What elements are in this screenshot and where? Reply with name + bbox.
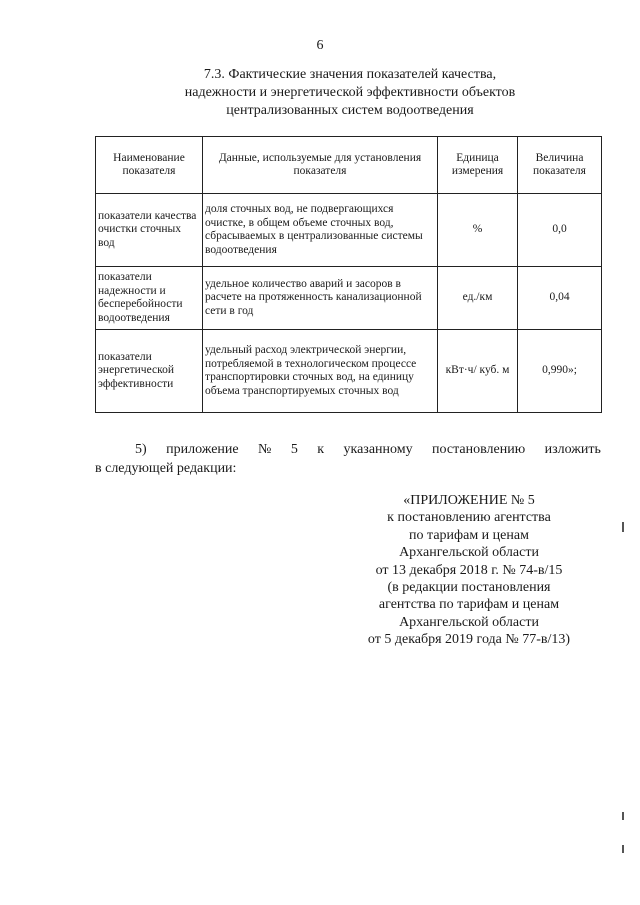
section-title-line: надежности и энергетической эффективности объектов: [184, 85, 516, 100]
table-header-row: [96, 137, 602, 194]
section-title-line: 7.3. Фактические значения показателей качества,: [203, 67, 497, 82]
cell-source-data: удельное количество аварий и засоров в расчете на протяженность канализационной сети в год: [203, 267, 438, 330]
appendix-line: Архангельской области: [399, 614, 539, 630]
cell-indicator-name: показатели энергетической эффективности: [96, 330, 203, 413]
appendix-line: агентства по тарифам и ценам: [378, 597, 560, 613]
header-indicator-name: Наименование показателя: [96, 137, 203, 194]
cell-value: 0,990»;: [518, 330, 602, 413]
header-value: Величина показателя: [518, 137, 602, 194]
appendix-line: «ПРИЛОЖЕНИЕ № 5: [403, 493, 535, 508]
cell-source-data: удельный расход электрической энергии, потребляемой в технологическом процессе транспортировки сточных вод, на единицу объема транспортируемых сточных вод: [203, 330, 438, 413]
header-unit: Единица измерения: [438, 137, 518, 194]
paragraph-word: приложение: [166, 442, 239, 457]
appendix-line: (в редакции постановления: [387, 580, 551, 596]
section-title: [120, 66, 580, 120]
cell-unit: %: [438, 194, 518, 267]
scan-edge-mark: [622, 845, 624, 853]
cell-value: 0,0: [518, 194, 602, 267]
cell-unit: кВт·ч/ куб. м: [438, 330, 518, 413]
indicators-table: [95, 136, 602, 413]
paragraph-word: указанному: [343, 442, 413, 457]
paragraph-word: №: [258, 442, 272, 457]
page-number: 6: [316, 38, 324, 53]
appendix-line: к постановлению агентства: [387, 510, 551, 526]
paragraph-word: постановлению: [432, 442, 526, 457]
appendix-line: Архангельской области: [399, 545, 539, 561]
cell-value: 0,04: [518, 267, 602, 330]
appendix-heading: [338, 492, 600, 649]
cell-indicator-name: показатели качества очистки сточных вод: [96, 194, 203, 267]
paragraph-word: 5): [135, 442, 147, 457]
scan-edge-mark: [622, 522, 624, 532]
table-row: [96, 330, 602, 413]
cell-source-data: доля сточных вод, не подвергающихся очистке, в общем объеме сточных вод, сбрасываемых в централизованные системы водоотведения: [203, 194, 438, 267]
section-title-line: централизованных систем водоотведения: [226, 103, 474, 118]
appendix-line: от 13 декабря 2018 г. № 74-в/15: [375, 562, 563, 578]
amendment-paragraph: [95, 440, 601, 478]
scan-edge-mark: [622, 812, 624, 820]
table-row: [96, 194, 602, 267]
paragraph-word: 5: [290, 442, 298, 457]
paragraph-line: в следующей редакции:: [95, 461, 237, 476]
cell-indicator-name: показатели надежности и бесперебойности водоотведения: [96, 267, 203, 330]
table-row: [96, 267, 602, 330]
paragraph-word: изложить: [544, 442, 601, 457]
appendix-line: от 5 декабря 2019 года № 77-в/13): [367, 632, 571, 648]
paragraph-word: к: [317, 442, 325, 457]
header-source-data: Данные, используемые для установления показателя: [203, 137, 438, 194]
paragraph-line: [95, 440, 601, 459]
cell-unit: ед./км: [438, 267, 518, 330]
appendix-line: по тарифам и ценам: [409, 527, 529, 543]
